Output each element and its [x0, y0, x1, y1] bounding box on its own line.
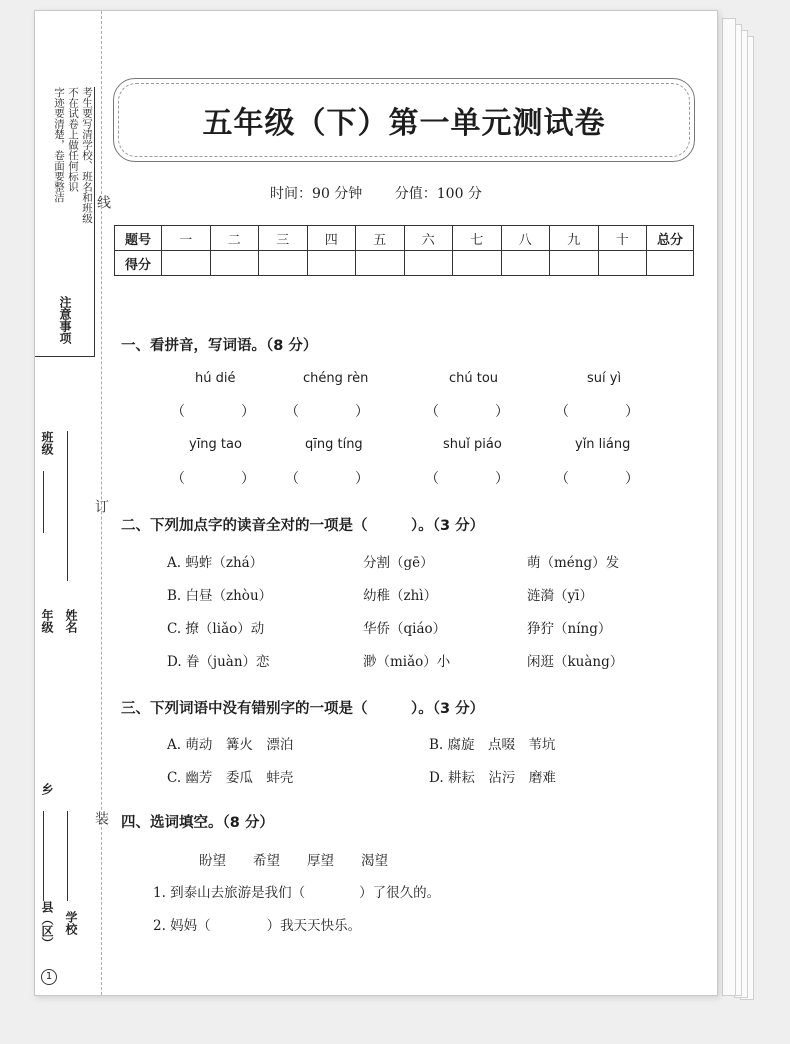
score-table	[114, 225, 694, 276]
score-cell[interactable]	[453, 251, 502, 276]
notice-line: 考生要写清学校、班名和班级	[81, 87, 93, 224]
sentence-text: ）我天天快乐。	[266, 918, 362, 934]
field-line	[67, 431, 68, 581]
sentence-text: 2. 妈妈（	[153, 918, 211, 934]
field-line	[43, 811, 44, 901]
q4-sentence-2	[153, 914, 361, 934]
header-cell: 九	[550, 226, 599, 251]
sentence-text: ）了很久的。	[359, 885, 441, 901]
field-label: 乡	[40, 783, 54, 795]
q2-option[interactable]: B. 白昼（zhòu）	[167, 588, 273, 604]
header-cell: 五	[356, 226, 405, 251]
field-xingming	[63, 609, 80, 633]
q2-word: 闲逛（kuàng）	[527, 654, 624, 670]
q3-option[interactable]: D. 耕耘 沾污 磨难	[429, 770, 556, 786]
field-label: 县（区）	[40, 901, 54, 949]
sentence-text: 1. 到泰山去旅游是我们（	[153, 885, 306, 901]
header-cell: 十	[598, 226, 647, 251]
page-title: 五年级（下）第一单元测试卷	[202, 106, 606, 141]
field-label: 姓名	[64, 609, 78, 633]
pinyin: suí yì	[587, 371, 622, 386]
notice-title: 注意事项	[58, 296, 72, 344]
field-line	[43, 471, 44, 533]
field-line	[67, 811, 68, 901]
header-cell: 总分	[647, 226, 694, 251]
cut-mark-zhuang: 装	[93, 811, 109, 825]
pinyin: qīng tíng	[305, 437, 363, 452]
score-cell[interactable]	[501, 251, 550, 276]
q2-option[interactable]: C. 撩（liǎo）动	[167, 621, 265, 637]
header-cell: 四	[307, 226, 356, 251]
field-label: 年级	[40, 609, 54, 633]
score-cell[interactable]	[210, 251, 259, 276]
field-label: 学校	[64, 911, 78, 935]
score-cell[interactable]	[356, 251, 405, 276]
notice-line: 不在试卷上做任何标识	[67, 87, 79, 192]
header-cell: 七	[453, 226, 502, 251]
row-label: 得分	[115, 251, 162, 276]
stacked-page	[722, 18, 736, 996]
score-cell[interactable]	[259, 251, 308, 276]
header-cell: 三	[259, 226, 308, 251]
field-xiang	[39, 783, 56, 795]
pinyin: hú dié	[195, 371, 236, 386]
q2-word: 涟漪（yī）	[527, 588, 593, 604]
total-score: 分值：100 分	[394, 186, 482, 202]
q3-option[interactable]: C. 幽芳 委瓜 蚌壳	[167, 770, 294, 786]
score-cell[interactable]	[162, 251, 211, 276]
field-xuexiao	[63, 911, 80, 935]
score-cell[interactable]	[647, 251, 694, 276]
score-table-score-row	[115, 251, 694, 276]
answer-blank[interactable]: （ ）	[171, 404, 255, 420]
q3-title: 三、下列词语中没有错别字的一项是（ ）。（3 分）	[121, 701, 485, 717]
q2-option[interactable]: A. 蚂蚱（zhá）	[167, 555, 264, 571]
q2-title: 二、下列加点字的读音全对的一项是（ ）。（3 分）	[121, 518, 485, 534]
answer-blank[interactable]: （ ）	[555, 471, 639, 487]
time-limit: 时间：90 分钟	[270, 186, 363, 202]
pinyin: yǐn liáng	[575, 437, 631, 452]
q2-word: 分割（gē）	[363, 555, 434, 571]
answer-blank[interactable]: （ ）	[425, 404, 509, 420]
header-cell: 六	[404, 226, 453, 251]
q2-word: 华侨（qiáo）	[363, 621, 447, 637]
q4-sentence-1	[153, 881, 440, 901]
q4-word-bank: 盼望 希望 厚望 渴望	[199, 853, 388, 869]
header-cell: 八	[501, 226, 550, 251]
pinyin: yīng tao	[189, 437, 242, 452]
pinyin: chú tou	[449, 371, 499, 386]
q1-title: 一、看拼音，写词语。（8 分）	[121, 338, 318, 354]
score-cell[interactable]	[307, 251, 356, 276]
notice-line: 字迹要清楚，卷面要整洁	[53, 87, 65, 203]
answer-blank[interactable]: （ ）	[555, 404, 639, 420]
cut-mark-ding: 订	[93, 499, 109, 513]
cut-mark-xian: 线	[95, 195, 111, 209]
answer-blank[interactable]: （ ）	[171, 471, 255, 487]
q4-title: 四、选词填空。（8 分）	[121, 815, 274, 831]
exam-paper	[34, 10, 718, 996]
header-cell: 二	[210, 226, 259, 251]
field-xian-qu	[39, 901, 56, 949]
header-cell: 一	[162, 226, 211, 251]
answer-blank[interactable]: （ ）	[285, 404, 369, 420]
score-cell[interactable]	[598, 251, 647, 276]
q2-word: 狰狞（níng）	[527, 621, 612, 637]
pinyin: chéng rèn	[303, 371, 369, 386]
page-number: 1	[41, 969, 57, 985]
q2-word: 渺（miǎo）小	[363, 654, 451, 670]
field-label: 班级	[40, 431, 54, 455]
q2-word: 萌（méng）发	[527, 555, 620, 571]
pinyin: shuǐ piáo	[443, 437, 502, 452]
answer-blank[interactable]: （ ）	[425, 471, 509, 487]
exam-info	[35, 183, 717, 203]
score-cell[interactable]	[550, 251, 599, 276]
score-cell[interactable]	[404, 251, 453, 276]
q2-option[interactable]: D. 眷（juàn）恋	[167, 654, 270, 670]
title-frame-inner	[118, 83, 690, 157]
answer-blank[interactable]: （ ）	[285, 471, 369, 487]
score-table-header-row	[115, 226, 694, 251]
q2-word: 幼稚（zhì）	[363, 588, 438, 604]
title-frame	[113, 78, 695, 162]
header-cell: 题号	[115, 226, 162, 251]
field-nianji	[39, 609, 56, 633]
q3-option[interactable]: B. 腐旋 点啜 苇坑	[429, 737, 556, 753]
q3-option[interactable]: A. 萌动 篝火 漂泊	[167, 737, 294, 753]
field-banji	[39, 431, 56, 455]
